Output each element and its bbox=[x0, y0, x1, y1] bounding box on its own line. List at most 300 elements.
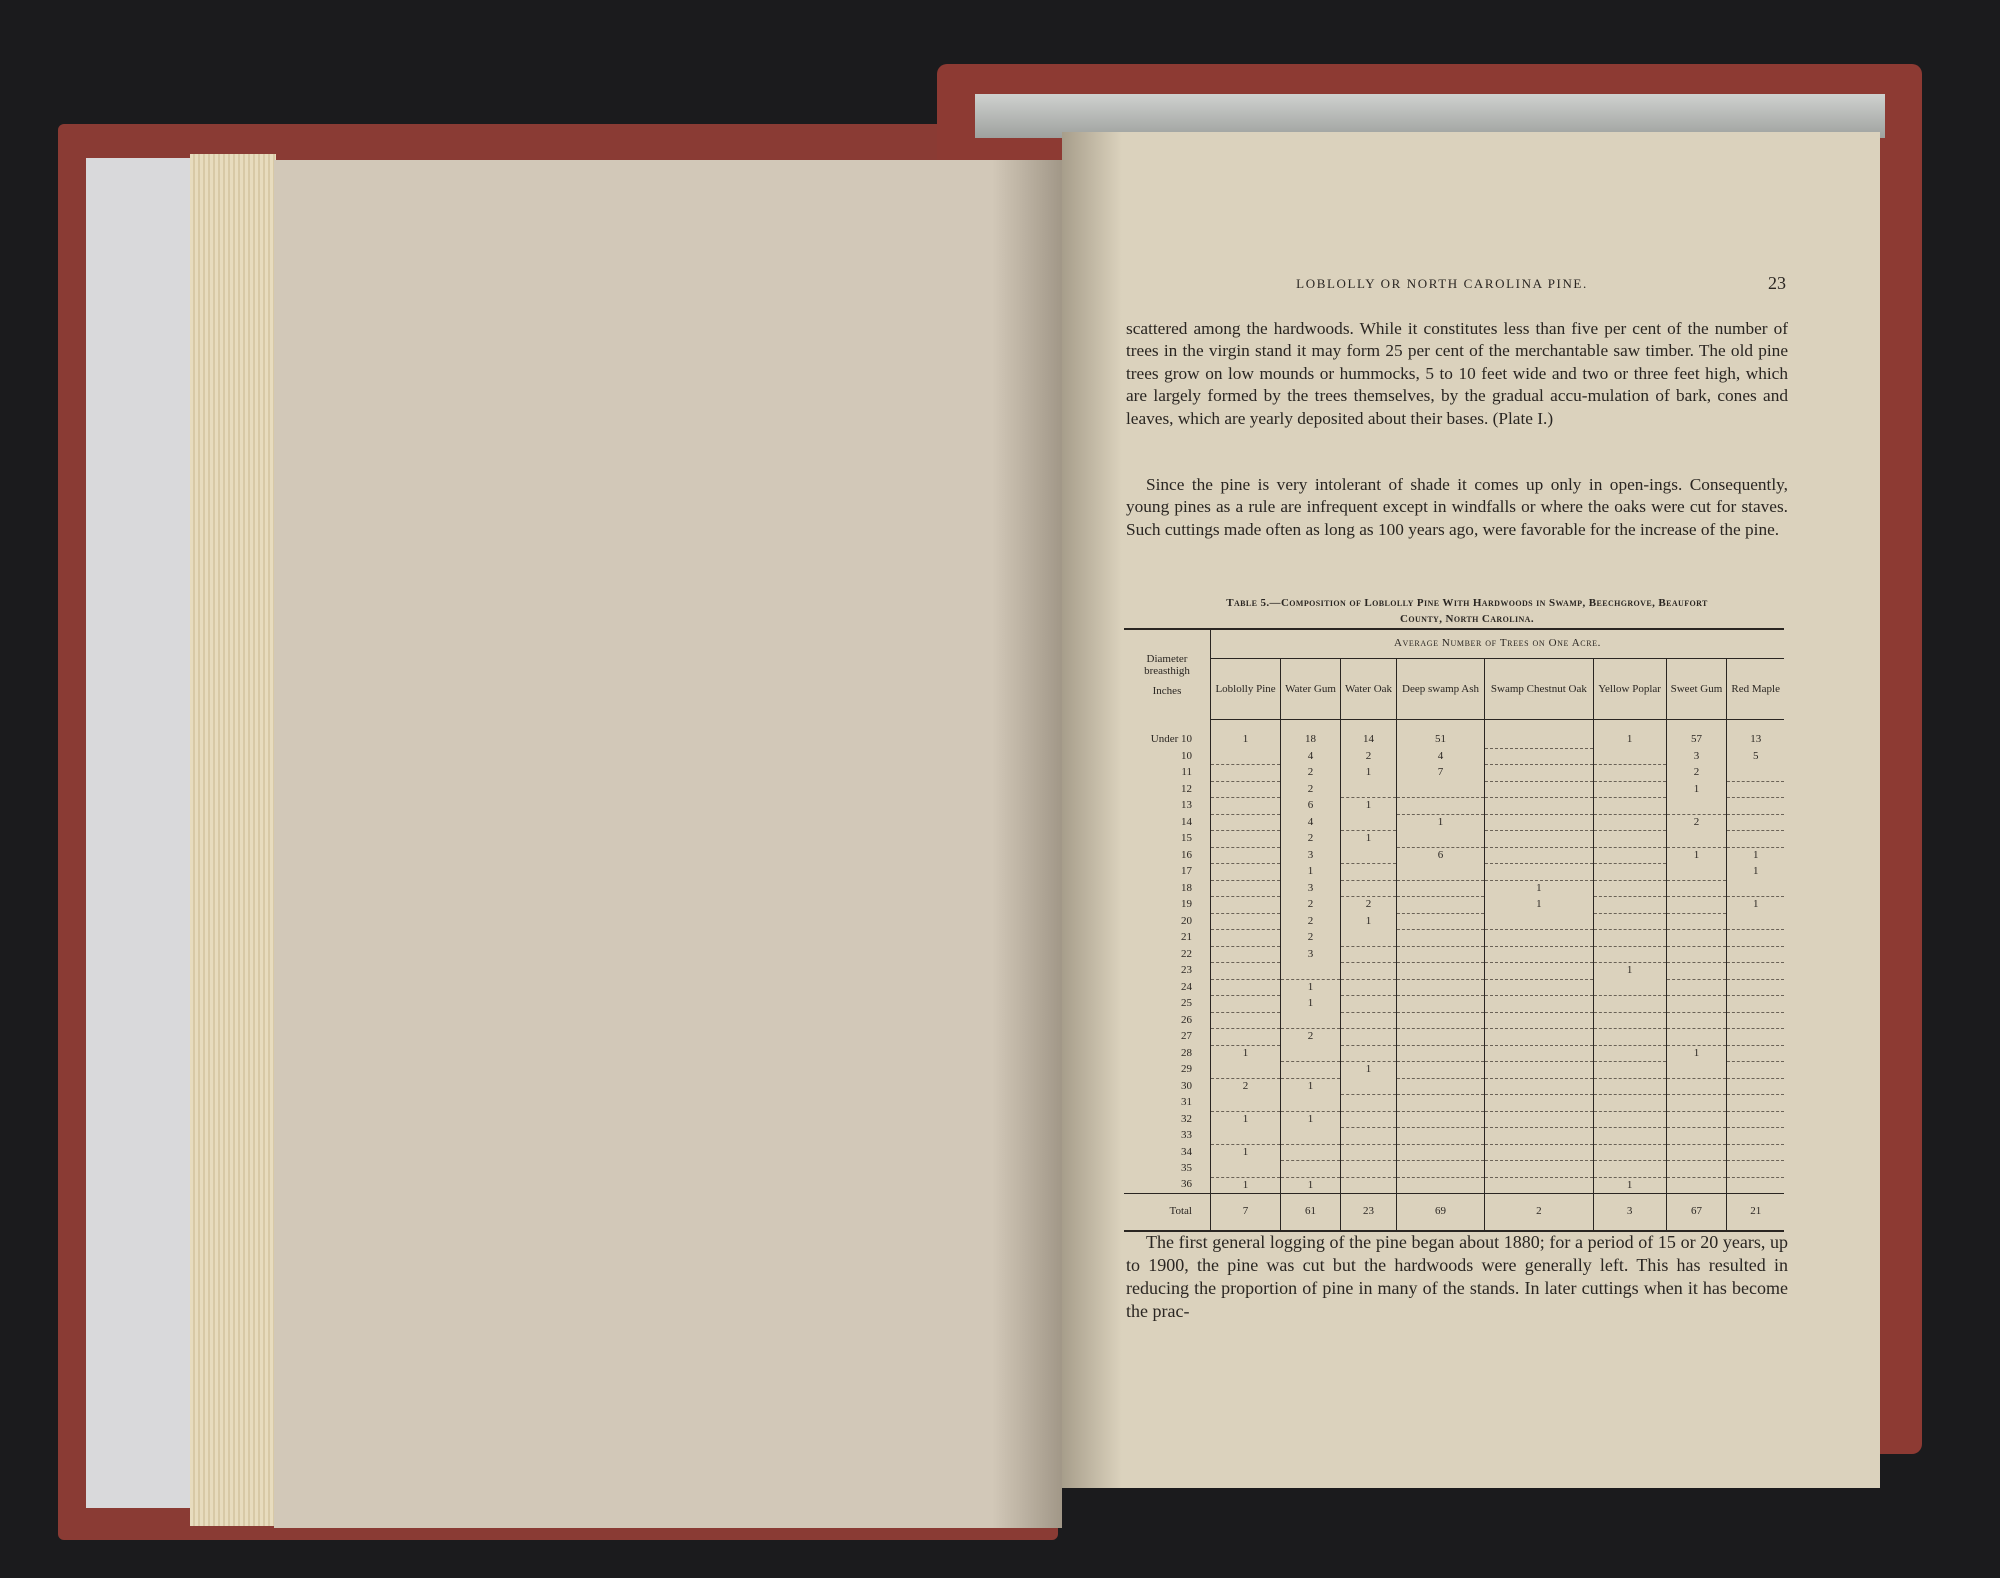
table-cell bbox=[1666, 1177, 1727, 1194]
table-cell bbox=[1593, 765, 1666, 782]
table-cell bbox=[1485, 930, 1594, 947]
table-cell bbox=[1396, 963, 1484, 980]
table-cell: 3 bbox=[1281, 880, 1341, 897]
table-cell bbox=[1396, 1144, 1484, 1161]
table-cell bbox=[1666, 1144, 1727, 1161]
total-cell: 69 bbox=[1396, 1194, 1484, 1232]
table-cell bbox=[1593, 979, 1666, 996]
diameter-cell: 22 bbox=[1181, 947, 1192, 960]
diameter-cell: 30 bbox=[1181, 1079, 1192, 1092]
table-cell bbox=[1341, 979, 1397, 996]
table-cell bbox=[1727, 798, 1784, 815]
table-cell: 1 bbox=[1666, 847, 1727, 864]
diameter-cell: 32 bbox=[1181, 1112, 1192, 1125]
table-cell: 1 bbox=[1211, 720, 1281, 749]
table-cell bbox=[1396, 1029, 1484, 1046]
diameter-cell: 34 bbox=[1181, 1145, 1192, 1158]
table-cell: 18 bbox=[1281, 720, 1341, 749]
table-cell bbox=[1727, 996, 1784, 1013]
table-cell bbox=[1485, 996, 1594, 1013]
table-cell bbox=[1396, 781, 1484, 798]
table-cell bbox=[1341, 930, 1397, 947]
table-row bbox=[1124, 798, 1784, 815]
table-cell bbox=[1727, 765, 1784, 782]
table-cell: 13 bbox=[1727, 720, 1784, 749]
table-cell bbox=[1211, 979, 1281, 996]
table-cell bbox=[1593, 1161, 1666, 1178]
table-cell: 5 bbox=[1727, 748, 1784, 765]
table-cell bbox=[1396, 979, 1484, 996]
table-cell bbox=[1593, 897, 1666, 914]
table-cell bbox=[1211, 748, 1281, 765]
flyleaf bbox=[86, 158, 192, 1508]
table-cell bbox=[1666, 979, 1727, 996]
table-cell bbox=[1666, 831, 1727, 848]
total-cell: 3 bbox=[1593, 1194, 1666, 1232]
table-cell bbox=[1396, 1078, 1484, 1095]
table-cell: 2 bbox=[1281, 831, 1341, 848]
table-cell bbox=[1281, 1045, 1341, 1062]
table-cell bbox=[1341, 864, 1397, 881]
table-cell bbox=[1593, 831, 1666, 848]
table-cell bbox=[1211, 1161, 1281, 1178]
table-cell bbox=[1396, 930, 1484, 947]
table-cell bbox=[1666, 1095, 1727, 1112]
table-row bbox=[1124, 1095, 1784, 1112]
diameter-cell: 19 bbox=[1181, 898, 1192, 910]
table-row bbox=[1124, 996, 1784, 1013]
table-cell: 1 bbox=[1666, 781, 1727, 798]
page-number: 23 bbox=[1768, 273, 1786, 293]
table-cell: 1 bbox=[1396, 814, 1484, 831]
table-cell: 7 bbox=[1396, 765, 1484, 782]
table-cell bbox=[1485, 720, 1594, 749]
table-cell bbox=[1341, 946, 1397, 963]
table-cell: 2 bbox=[1281, 765, 1341, 782]
table-cell bbox=[1727, 1095, 1784, 1112]
table-row bbox=[1124, 1111, 1784, 1128]
table-cell bbox=[1281, 1128, 1341, 1145]
table-cell bbox=[1211, 798, 1281, 815]
table-cell bbox=[1593, 1012, 1666, 1029]
table-cell bbox=[1727, 1144, 1784, 1161]
table-row bbox=[1124, 1029, 1784, 1046]
table-cell bbox=[1593, 864, 1666, 881]
table-cell bbox=[1727, 913, 1784, 930]
table-cell: 1 bbox=[1211, 1144, 1281, 1161]
diameter-cell: 33 bbox=[1181, 1129, 1192, 1141]
table-cell bbox=[1593, 1062, 1666, 1079]
table-cell bbox=[1593, 814, 1666, 831]
table-cell bbox=[1211, 1029, 1281, 1046]
table-cell: 57 bbox=[1666, 720, 1727, 749]
total-cell: 7 bbox=[1211, 1194, 1281, 1232]
table-cell bbox=[1281, 963, 1341, 980]
table-cell bbox=[1341, 814, 1397, 831]
diameter-cell: 13 bbox=[1181, 799, 1192, 811]
table-cell bbox=[1211, 765, 1281, 782]
table-cell bbox=[1593, 880, 1666, 897]
diameter-header bbox=[1124, 629, 1211, 720]
page-block-fore-edge bbox=[190, 154, 276, 1526]
table-cell bbox=[1666, 864, 1727, 881]
table-cell: 1 bbox=[1341, 913, 1397, 930]
table-cell: 1 bbox=[1281, 1177, 1341, 1194]
table-caption-line: Table 5.—Composition of Loblolly Pine With Hardwoods in Swamp, Beechgrove, Beaufort bbox=[1226, 597, 1708, 609]
column-header: Sweet Gum bbox=[1666, 659, 1727, 720]
table-cell bbox=[1666, 946, 1727, 963]
table-row bbox=[1124, 1128, 1784, 1145]
table-row bbox=[1124, 1144, 1784, 1161]
table-cell: 1 bbox=[1666, 1045, 1727, 1062]
table-cell bbox=[1211, 814, 1281, 831]
table-cell bbox=[1593, 1095, 1666, 1112]
table-cell bbox=[1593, 847, 1666, 864]
table-cell bbox=[1341, 1144, 1397, 1161]
table-cell: 1 bbox=[1211, 1045, 1281, 1062]
column-header: Water Oak bbox=[1341, 659, 1397, 720]
table-cell bbox=[1593, 996, 1666, 1013]
table-cell bbox=[1341, 1045, 1397, 1062]
table-cell bbox=[1396, 1045, 1484, 1062]
table-cell bbox=[1593, 1144, 1666, 1161]
table-cell bbox=[1727, 814, 1784, 831]
diameter-cell: 25 bbox=[1181, 997, 1192, 1009]
table-cell bbox=[1211, 996, 1281, 1013]
table-cell bbox=[1485, 1177, 1594, 1194]
table-cell bbox=[1727, 946, 1784, 963]
table-cell: 3 bbox=[1281, 946, 1341, 963]
table-caption bbox=[1112, 595, 1822, 627]
table-cell: 6 bbox=[1396, 847, 1484, 864]
table-row bbox=[1124, 831, 1784, 848]
table-cell bbox=[1396, 831, 1484, 848]
table-cell bbox=[1485, 1111, 1594, 1128]
diameter-cell: 24 bbox=[1181, 980, 1192, 993]
table-row bbox=[1124, 946, 1784, 963]
table-cell bbox=[1485, 1078, 1594, 1095]
table-cell bbox=[1281, 1062, 1341, 1079]
table-body bbox=[1124, 720, 1784, 1232]
table-cell bbox=[1396, 1161, 1484, 1178]
total-cell: 2 bbox=[1485, 1194, 1594, 1232]
table-cell bbox=[1211, 831, 1281, 848]
table-row bbox=[1124, 1161, 1784, 1178]
table-row bbox=[1124, 748, 1784, 765]
table-row bbox=[1124, 720, 1784, 749]
table-cell bbox=[1666, 1111, 1727, 1128]
total-row bbox=[1124, 1194, 1784, 1232]
table-cell bbox=[1485, 864, 1594, 881]
table-cell bbox=[1666, 880, 1727, 897]
diameter-cell: 18 bbox=[1181, 881, 1192, 894]
table-cell: 1 bbox=[1593, 963, 1666, 980]
table-cell bbox=[1341, 1095, 1397, 1112]
table-cell: 2 bbox=[1281, 1029, 1341, 1046]
total-cell: 21 bbox=[1727, 1194, 1784, 1232]
table-cell bbox=[1593, 1045, 1666, 1062]
table-cell bbox=[1727, 979, 1784, 996]
diameter-cell: 29 bbox=[1181, 1063, 1192, 1075]
table-cell bbox=[1211, 847, 1281, 864]
column-header: Red Maple bbox=[1727, 659, 1784, 720]
diameter-unit-label: Inches bbox=[1152, 684, 1182, 697]
diameter-cell: 12 bbox=[1181, 782, 1192, 795]
table-cell bbox=[1727, 1045, 1784, 1062]
table-cell bbox=[1396, 1111, 1484, 1128]
right-page bbox=[1062, 132, 1880, 1488]
table-cell: 1 bbox=[1281, 1078, 1341, 1095]
table-cell: 1 bbox=[1593, 720, 1666, 749]
table-cell bbox=[1485, 1095, 1594, 1112]
table-cell bbox=[1593, 1111, 1666, 1128]
table-cell bbox=[1666, 963, 1727, 980]
diameter-cell: 27 bbox=[1181, 1030, 1192, 1042]
paragraph: The first general logging of the pine began about 1880; for a period of 15 or 20 years, up to 1900, the pine was cut but the hardwoods were generally left. This has resulted in reducing the proportion of pine in many of the stands. In later cuttings when it has become the prac- bbox=[1126, 1232, 1788, 1321]
table-cell bbox=[1593, 946, 1666, 963]
diameter-cell: 11 bbox=[1181, 766, 1192, 778]
table-cell: 2 bbox=[1281, 897, 1341, 914]
table-row bbox=[1124, 1045, 1784, 1062]
diameter-header-label: Diameter breasthigh bbox=[1144, 652, 1190, 677]
table-cell: 1 bbox=[1211, 1177, 1281, 1194]
table-cell bbox=[1396, 880, 1484, 897]
table-cell: 1 bbox=[1341, 831, 1397, 848]
table-cell bbox=[1727, 1161, 1784, 1178]
table-cell bbox=[1211, 1012, 1281, 1029]
table-cell bbox=[1341, 1128, 1397, 1145]
table-row bbox=[1124, 930, 1784, 947]
table-cell bbox=[1727, 781, 1784, 798]
table-cell bbox=[1211, 913, 1281, 930]
table-cell: 1 bbox=[1341, 798, 1397, 815]
diameter-cell: 28 bbox=[1181, 1046, 1192, 1059]
table-cell: 1 bbox=[1485, 897, 1594, 914]
table-cell bbox=[1727, 1111, 1784, 1128]
table-cell bbox=[1211, 897, 1281, 914]
table-cell bbox=[1666, 1012, 1727, 1029]
table-cell bbox=[1727, 930, 1784, 947]
running-head bbox=[1062, 273, 1880, 300]
column-header: Loblolly Pine bbox=[1211, 659, 1281, 720]
table-cell bbox=[1666, 897, 1727, 914]
table-row bbox=[1124, 897, 1784, 914]
table-cell bbox=[1727, 963, 1784, 980]
composition-table bbox=[1124, 628, 1784, 1232]
table-cell bbox=[1666, 996, 1727, 1013]
table-cell bbox=[1485, 1161, 1594, 1178]
table-cell bbox=[1666, 1062, 1727, 1079]
table-row bbox=[1124, 1078, 1784, 1095]
table-cell: 4 bbox=[1396, 748, 1484, 765]
table-row bbox=[1124, 979, 1784, 996]
table-cell bbox=[1666, 1161, 1727, 1178]
table-cell bbox=[1727, 1177, 1784, 1194]
table-cell bbox=[1396, 946, 1484, 963]
table-cell: 1 bbox=[1281, 864, 1341, 881]
diameter-cell: 23 bbox=[1181, 964, 1192, 976]
table-cell bbox=[1396, 798, 1484, 815]
diameter-cell: 16 bbox=[1181, 848, 1192, 861]
table-cell: 1 bbox=[1593, 1177, 1666, 1194]
table-cell: 1 bbox=[1341, 1062, 1397, 1079]
table-cell bbox=[1593, 930, 1666, 947]
table-cell: 1 bbox=[1485, 880, 1594, 897]
table-cell: 2 bbox=[1341, 748, 1397, 765]
table-cell bbox=[1593, 1029, 1666, 1046]
table-cell bbox=[1341, 996, 1397, 1013]
diameter-cell: 31 bbox=[1181, 1096, 1192, 1108]
table-cell bbox=[1485, 1029, 1594, 1046]
table-cell: 1 bbox=[1727, 847, 1784, 864]
column-header: Yellow Poplar bbox=[1593, 659, 1666, 720]
table-cell: 1 bbox=[1211, 1111, 1281, 1128]
table-cell bbox=[1396, 1012, 1484, 1029]
table-cell bbox=[1485, 946, 1594, 963]
paragraph: Since the pine is very intolerant of shade it comes up only in open-ings. Consequently, young pines as a rule are infrequent except in windfalls or where the oaks were cut for staves. Such cuttings made often as long as 100 years ago, were favorable for the increase of the pine. bbox=[1126, 475, 1788, 539]
table-cell bbox=[1485, 847, 1594, 864]
table-row bbox=[1124, 913, 1784, 930]
table-cell bbox=[1281, 1144, 1341, 1161]
table-row bbox=[1124, 765, 1784, 782]
table-row bbox=[1124, 963, 1784, 980]
table-cell bbox=[1211, 1128, 1281, 1145]
table-cell bbox=[1341, 963, 1397, 980]
table-cell: 14 bbox=[1341, 720, 1397, 749]
table-cell bbox=[1211, 963, 1281, 980]
table-cell bbox=[1281, 1161, 1341, 1178]
table-cell: 2 bbox=[1666, 814, 1727, 831]
table-cell bbox=[1341, 1012, 1397, 1029]
table-cell bbox=[1485, 831, 1594, 848]
table-cell bbox=[1727, 831, 1784, 848]
table-cell bbox=[1396, 996, 1484, 1013]
table-cell bbox=[1211, 864, 1281, 881]
paragraph: scattered among the hardwoods. While it constitutes less than five per cent of the number of trees in the virgin stand it may form 25 per cent of the merchantable saw timber. The old pine trees grow on low mounds or hummocks, 5 to 10 feet wide and two or three feet high, which are largely formed by the trees themselves, by the gradual accu-mulation of bark, cones and leaves, which are yearly deposited about their bases. (Plate I.) bbox=[1126, 319, 1788, 428]
table-cell bbox=[1341, 847, 1397, 864]
table-cell bbox=[1211, 946, 1281, 963]
table-cell bbox=[1666, 1128, 1727, 1145]
table-cell bbox=[1396, 1062, 1484, 1079]
table-cell bbox=[1485, 1012, 1594, 1029]
table-cell bbox=[1485, 781, 1594, 798]
diameter-cell: 10 bbox=[1181, 749, 1192, 762]
table-cell bbox=[1666, 913, 1727, 930]
total-cell: 61 bbox=[1281, 1194, 1341, 1232]
right-gutter-shadow bbox=[1062, 132, 1122, 1488]
table-cell: 1 bbox=[1281, 1111, 1341, 1128]
table-cell bbox=[1485, 814, 1594, 831]
table-cell bbox=[1396, 1128, 1484, 1145]
table-cell bbox=[1341, 1177, 1397, 1194]
diameter-cell: 20 bbox=[1181, 914, 1192, 927]
blank-left-page bbox=[274, 160, 1062, 1528]
table-cell: 1 bbox=[1281, 996, 1341, 1013]
table-cell bbox=[1593, 798, 1666, 815]
diameter-cell: 35 bbox=[1181, 1162, 1192, 1174]
table-cell bbox=[1396, 1095, 1484, 1112]
table-cell: 2 bbox=[1281, 781, 1341, 798]
table-cell bbox=[1485, 765, 1594, 782]
table-cell: 1 bbox=[1727, 897, 1784, 914]
table-cell: 4 bbox=[1281, 748, 1341, 765]
table-cell: 3 bbox=[1281, 847, 1341, 864]
column-header: Swamp Chestnut Oak bbox=[1485, 659, 1594, 720]
table-cell bbox=[1341, 1078, 1397, 1095]
diameter-cell: 26 bbox=[1181, 1013, 1192, 1026]
table-cell bbox=[1341, 1111, 1397, 1128]
diameter-cell: 36 bbox=[1181, 1178, 1192, 1191]
table-cell: 51 bbox=[1396, 720, 1484, 749]
table-cell: 4 bbox=[1281, 814, 1341, 831]
total-label: Total bbox=[1124, 1194, 1211, 1232]
diameter-cell: Under 10 bbox=[1150, 733, 1192, 745]
table-cell bbox=[1281, 1012, 1341, 1029]
table-cell bbox=[1485, 1062, 1594, 1079]
running-head-title: LOBLOLLY OR NORTH CAROLINA PINE. bbox=[1296, 276, 1588, 291]
diameter-cell: 21 bbox=[1181, 931, 1192, 943]
table-cell: 2 bbox=[1281, 913, 1341, 930]
table-cell bbox=[1341, 781, 1397, 798]
column-header: Water Gum bbox=[1281, 659, 1341, 720]
table-cell bbox=[1593, 781, 1666, 798]
table-row bbox=[1124, 847, 1784, 864]
table-cell bbox=[1727, 1012, 1784, 1029]
table-cell bbox=[1396, 1177, 1484, 1194]
table-cell: 1 bbox=[1727, 864, 1784, 881]
table-cell bbox=[1341, 1029, 1397, 1046]
table-cell bbox=[1211, 930, 1281, 947]
table-cell: 6 bbox=[1281, 798, 1341, 815]
diameter-cell: 15 bbox=[1181, 832, 1192, 844]
table-cell bbox=[1281, 1095, 1341, 1112]
table-cell bbox=[1341, 880, 1397, 897]
table-cell: 1 bbox=[1341, 765, 1397, 782]
table-cell bbox=[1727, 1062, 1784, 1079]
left-gutter-shadow bbox=[992, 160, 1062, 1528]
table-cell bbox=[1727, 1029, 1784, 1046]
table-caption-line: County, North Carolina. bbox=[1400, 613, 1534, 625]
table-cell bbox=[1211, 1062, 1281, 1079]
table-cell bbox=[1485, 748, 1594, 765]
table-cell bbox=[1485, 1045, 1594, 1062]
group-header: Average Number of Trees on One Acre. bbox=[1211, 629, 1785, 659]
diameter-cell: 14 bbox=[1181, 815, 1192, 828]
table-cell bbox=[1396, 864, 1484, 881]
table-cell bbox=[1485, 963, 1594, 980]
table-cell bbox=[1593, 913, 1666, 930]
table-row bbox=[1124, 880, 1784, 897]
table-cell bbox=[1727, 1078, 1784, 1095]
table-row bbox=[1124, 864, 1784, 881]
table-cell: 2 bbox=[1211, 1078, 1281, 1095]
table-cell: 1 bbox=[1281, 979, 1341, 996]
table-row bbox=[1124, 814, 1784, 831]
table-cell bbox=[1485, 913, 1594, 930]
table-row bbox=[1124, 1062, 1784, 1079]
column-header: Deep swamp Ash bbox=[1396, 659, 1484, 720]
table-cell bbox=[1666, 930, 1727, 947]
table-cell bbox=[1211, 880, 1281, 897]
table-cell bbox=[1211, 1095, 1281, 1112]
table-cell bbox=[1666, 798, 1727, 815]
table-cell bbox=[1593, 1078, 1666, 1095]
table-cell: 2 bbox=[1666, 765, 1727, 782]
diameter-cell: 17 bbox=[1181, 865, 1192, 877]
table-row bbox=[1124, 1012, 1784, 1029]
table-cell: 2 bbox=[1281, 930, 1341, 947]
table-cell bbox=[1485, 1144, 1594, 1161]
